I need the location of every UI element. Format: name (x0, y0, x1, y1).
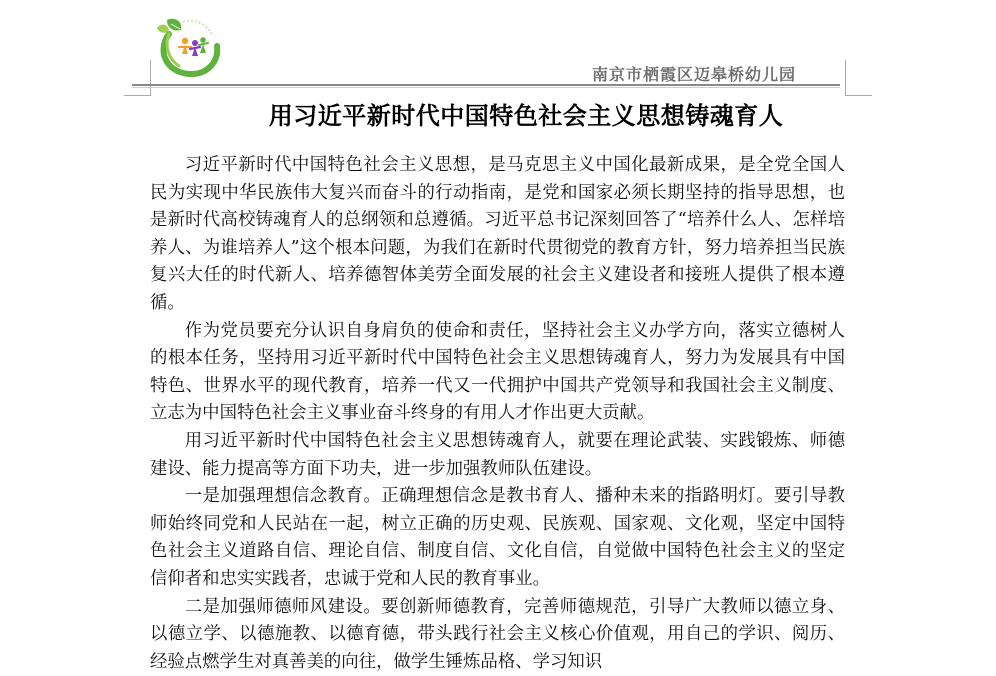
kindergarten-logo-icon (155, 14, 227, 80)
header-divider-thin (132, 87, 840, 88)
paragraph: 二是加强师德师风建设。要创新师德教育，完善师德规范，引导广大教师以德立身、以德立学、以德施教、以德育德，带头践行社会主义核心价值观，用自己的学识、阅历、经验点燃学生对真善美的向往，做学生锤炼品格、学习知识 (150, 594, 845, 676)
crop-mark-right-vertical (845, 60, 846, 96)
paragraph: 用习近平新时代中国特色社会主义思想铸魂育人，就要在理论武装、实践锻炼、师德建设、能力提高等方面下功夫，进一步加强教师队伍建设。 (150, 428, 845, 483)
document-body (150, 152, 845, 676)
school-name: 南京市栖霞区迈皋桥幼儿园 (592, 62, 796, 85)
document-title: 用习近平新时代中国特色社会主义思想铸魂育人 (150, 96, 902, 131)
crop-mark-left-vertical (150, 60, 151, 96)
crop-mark-left-horizontal (124, 95, 151, 96)
paragraph: 作为党员要充分认识自身肩负的使命和责任，坚持社会主义办学方向，落实立德树人的根本任务，坚持用习近平新时代中国特色社会主义思想铸魂育人，努力为发展具有中国特色、世界水平的现代教育，培养一代又一代拥护中国共产党领导和我国社会主义制度、立志为中国特色社会主义事业奋斗终身的有用人才作出更大贡献。 (150, 318, 845, 428)
header-divider (132, 84, 840, 86)
paragraph: 一是加强理想信念教育。正确理想信念是教书育人、播种未来的指路明灯。要引导教师始终同党和人民站在一起，树立正确的历史观、民族观、国家观、文化观，坚定中国特色社会主义道路自信、理论自信、制度自信、文化自信，自觉做中国特色社会主义的坚定信仰者和忠实实践者，忠诚于党和人民的教育事业。 (150, 483, 845, 593)
paragraph: 习近平新时代中国特色社会主义思想，是马克思主义中国化最新成果，是全党全国人民为实现中华民族伟大复兴而奋斗的行动指南，是党和国家必须长期坚持的指导思想，也是新时代高校铸魂育人的总纲领和总遵循。习近平总书记深刻回答了“培养什么人、怎样培养人、为谁培养人”这个根本问题，为我们在新时代贯彻党的教育方针，努力培养担当民族复兴大任的时代新人、培养德智体美劳全面发展的社会主义建设者和接班人提供了根本遵循。 (150, 152, 845, 318)
